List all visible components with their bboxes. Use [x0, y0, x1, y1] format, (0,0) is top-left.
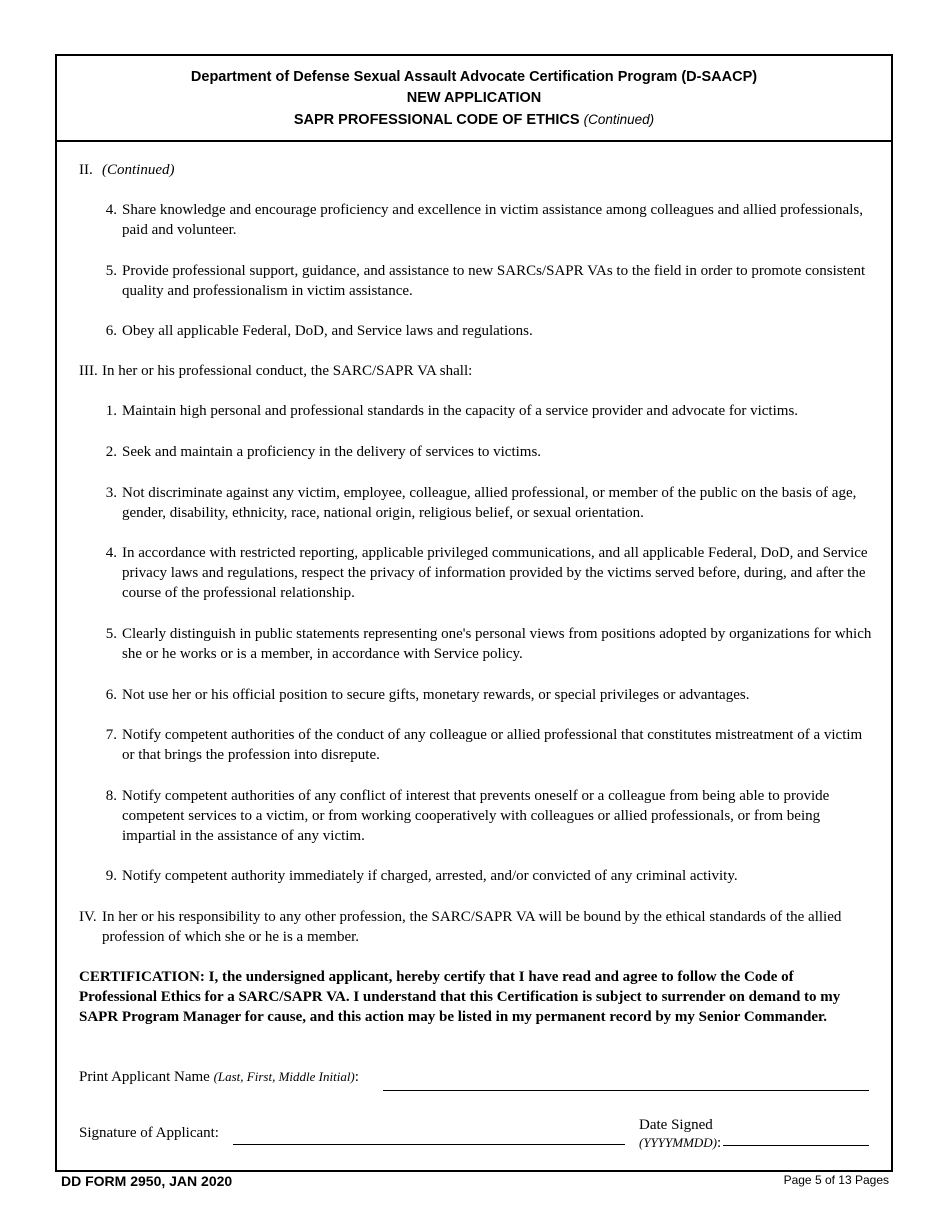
program-title: Department of Defense Sexual Assault Advocate Certification Program (D-SAACP) — [190, 69, 758, 85]
date-format-hint: (YYYYMMDD): — [639, 1135, 722, 1151]
section-title: SAPR PROFESSIONAL CODE OF ETHICS (Continued) — [293, 112, 655, 128]
date-signed-label: Date Signed — [639, 1117, 713, 1133]
page-number: Page 5 of 13 Pages — [783, 1173, 889, 1187]
date-signed-field[interactable] — [723, 1145, 869, 1146]
form-identifier: DD FORM 2950, JAN 2020 — [61, 1173, 233, 1189]
applicant-name-label: Print Applicant Name (Last, First, Middle Initial): — [79, 1069, 359, 1085]
form-frame: Department of Defense Sexual Assault Advocate Certification Program (D-SAACP) NEW APPLICATION SAPR PROFESSIONAL CODE OF ETHICS (Continued) II. (Continued) 4. Share knowledge and encourage proficiency and excellence in victim assistance among colleagues and allied professionals, paid and volunteer. 5. Provide professional support, guidance, and assistance to new SARCs/SAPR VAs to the field in order to promote consistent quality and professionalism in victim assistance. 6. Obey all applicable Federal, DoD, and Service laws and regulations. III. In her or his professional conduct, the SARC/SAPR VA shall: 1. Maintain high personal and professional standards in the capacity of a service provider and advocate for victims. 2. Seek and maintain a proficiency in the delivery of services to victims. 3. Not discriminate against any victim, employee, colleague, allied professional, or member of the public on the basis of age, gender, disability, ethnicity, race, national origin, religious belief, or sexual orientation. 4. In accordance with restricted reporting, applicable privileged communications, and all applicable Federal, DoD, and Service privacy laws and regulations, respect the privacy of information provided by the victims served before, during, and after the course of the professional relationship. 5. Clearly distinguish in public statements representing one's personal views from positions adopted by organizations for which she or he works or is a member, in accordance with Service policy. 6. Not use her or his official position to secure gifts, monetary rewards, or special privileges or advantages. 7. Notify competent authorities of the conduct of any colleague or allied professional that constitutes mistreatment of a victim or that brings the profession into disrepute. 8. Notify competent authorities of any conflict of interest that prevents oneself or a colleague from being able to provide competent services to a victim, or from working cooperatively with colleagues or allied professionals, or from being impartial in the assistance of any victim. 9. Notify competent authority immediately if charged, arrested, and/or convicted of any criminal activity. IV. In her or his responsibility to any other profession, the SARC/SAPR VA will be bound by the ethical standards of the allied profession of which she or he is a member. CERTIFICATION: I, the undersigned applicant, hereby certify that I have read and agree to follow the Code of Professional Ethics for a SARC/SAPR VA. I understand that this Certification is subject to surrender on demand to my SAPR Program Manager for cause, and this action may be listed in my permanent record by my Senior Commander. Print Applicant Name (Last, First, Middle Initial): Signature of Applicant: Date Signed (YYYYMMDD): — [55, 54, 893, 1172]
signature-label: Signature of Applicant: — [79, 1125, 219, 1141]
certification-statement: CERTIFICATION: I, the undersigned applicant, hereby certify that I have read and agree to follow the Code of Professional Ethics for a SARC/SAPR VA. I understand that this Certification is subject to surrender on demand to my SAPR Program Manager for cause, and this action may be listed in my permanent record by my Senior Commander. — [79, 969, 841, 1025]
applicant-name-field[interactable] — [383, 1090, 869, 1091]
form-header — [57, 56, 891, 142]
signature-field[interactable] — [233, 1144, 625, 1145]
application-type: NEW APPLICATION — [406, 90, 542, 106]
